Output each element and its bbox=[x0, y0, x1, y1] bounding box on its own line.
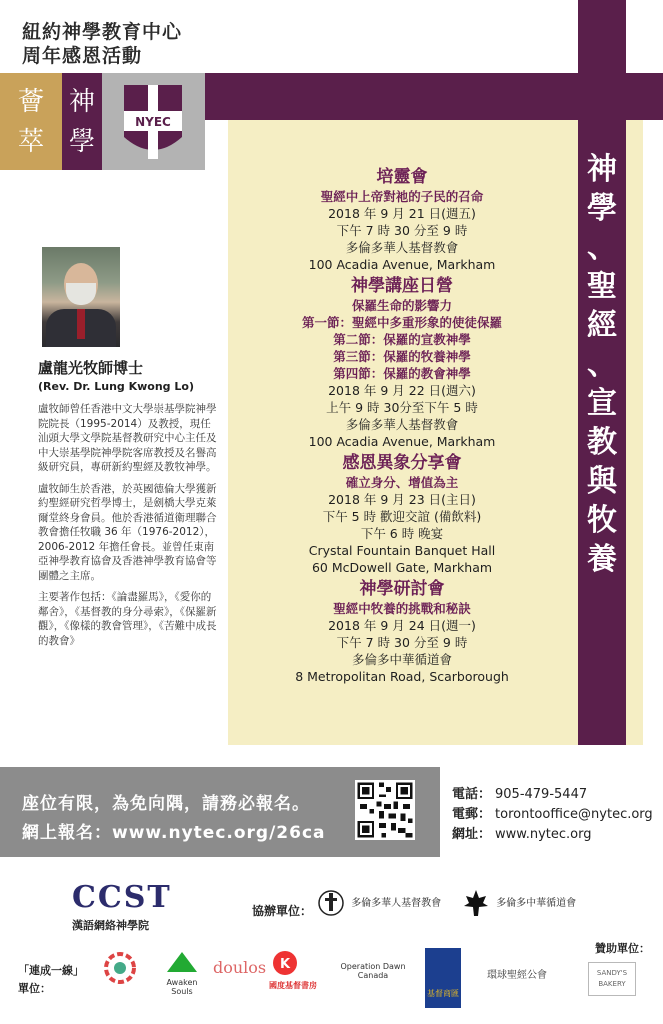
bio-paragraph: 盧牧師曾任香港中文大學崇基學院神學院院長（1995-2014）及教授，現任汕頭大學文學院基督教研究中心主任及中大崇基學院神學院客席教授及名譽高級研究員，專研新約聖經及教牧神學。 bbox=[38, 403, 217, 473]
kingdom-books-icon bbox=[263, 948, 323, 978]
org-title-line1: 紐約神學教育中心 bbox=[22, 21, 183, 43]
slogan-char: 神 bbox=[587, 152, 617, 187]
event-detail: 2018 年 9 月 22 日(週六) bbox=[328, 383, 476, 398]
partner-logos bbox=[95, 948, 585, 1008]
slogan-char: 聖 bbox=[587, 269, 617, 304]
contact-row bbox=[452, 785, 653, 805]
event-subtitle: 確立身分、增值為主 bbox=[345, 475, 459, 490]
event-subtitle: 第二節：保羅的宣教神學 bbox=[333, 332, 471, 347]
contact-label: 電郵： bbox=[452, 807, 492, 822]
co-organizer bbox=[463, 888, 576, 918]
contact-info bbox=[452, 785, 653, 845]
event-detail: Crystal Fountain Banquet Hall bbox=[308, 543, 496, 558]
bio-paragraph: 主要著作包括：《論盡羅馬》，《愛你的鄰舍》，《基督教的身分尋索》，《保羅新觀》，《像樣的教會管理》，《苦難中成長的教會》 bbox=[38, 591, 217, 647]
event-subtitle: 保羅生命的影響力 bbox=[351, 298, 452, 313]
event-title: 培靈會 bbox=[376, 167, 428, 187]
event-subtitle: 聖經中牧養的挑戰和秘訣 bbox=[333, 601, 471, 616]
partner-logo bbox=[95, 948, 145, 990]
event-subtitle: 第一節：聖經中多重形象的使徒保羅 bbox=[301, 315, 502, 330]
contact-label: 電話： bbox=[452, 787, 492, 802]
event-detail: 下午 5 時 歡迎交誼 (備飲料) bbox=[322, 509, 482, 524]
maple-leaf-icon bbox=[463, 888, 489, 918]
speaker-bio bbox=[38, 402, 218, 655]
event-title: 神學講座日營 bbox=[351, 276, 453, 296]
org-title-line2: 周年感恩活動 bbox=[22, 45, 143, 67]
event-detail: 下午 7 時 30 分至 9 時 bbox=[336, 223, 468, 238]
event-title: 感恩異象分享會 bbox=[342, 453, 462, 473]
co-organizer-name: 多倫多中華循道會 bbox=[496, 898, 577, 909]
event-detail: 多倫多華人基督教會 bbox=[345, 240, 459, 255]
slogan-char: 經 bbox=[587, 308, 617, 343]
event-title: 神學研討會 bbox=[359, 579, 445, 599]
event-detail: 下午 6 時 晚宴 bbox=[360, 526, 444, 541]
ccst-logo bbox=[72, 880, 182, 933]
slogan-char: 、 bbox=[587, 347, 617, 382]
contact-value: 905-479-5447 bbox=[495, 787, 588, 802]
slogan-char: 學 bbox=[587, 191, 617, 226]
nytec-badge-text: NYEC bbox=[135, 115, 171, 129]
speaker-name-en: (Rev. Dr. Lung Kwong Lo) bbox=[38, 380, 194, 393]
event-detail: 8 Metropolitan Road, Scarborough bbox=[295, 669, 509, 684]
ccst-name: 漢語網絡神學院 bbox=[72, 919, 149, 932]
partner-logo: doulos bbox=[213, 958, 267, 977]
vertical-slogan bbox=[578, 150, 626, 579]
event-detail: 100 Acadia Avenue, Markham bbox=[308, 434, 496, 449]
slogan-char: 宣 bbox=[587, 386, 617, 421]
event-detail: 下午 7 時 30 分至 9 時 bbox=[336, 635, 468, 650]
event-detail: 2018 年 9 月 23 日(主日) bbox=[328, 492, 476, 507]
svg-text:K: K bbox=[279, 957, 291, 972]
bio-paragraph: 盧牧師生於香港，於英國德倫大學獲新約聖經研究哲學博士，是劍橋大學克萊爾堂終身會員。他於香港循道衛理聯合教會擔任牧職 36 年（1976-2012），2006-2012 年擔任會長。並曾任東南亞神學教育協會及香港神學教育協會等團體之主席。 bbox=[38, 482, 217, 582]
slogan-char: 養 bbox=[587, 542, 617, 577]
partner-logo: 基督商匯 bbox=[425, 948, 461, 1008]
event-logo bbox=[0, 73, 205, 170]
slogan-char: 牧 bbox=[587, 503, 617, 538]
registration-url[interactable]: 網上報名：www.nytec.org/26ca bbox=[22, 823, 326, 843]
event-block bbox=[232, 275, 572, 450]
co-organizer-label: 協辦單位： bbox=[252, 904, 313, 918]
contact-row bbox=[452, 825, 653, 845]
org-title bbox=[22, 20, 182, 68]
awaken-souls-icon bbox=[157, 948, 207, 976]
logo-purple-panel bbox=[62, 73, 102, 170]
sponsor-logo: SANDY'S BAKERY bbox=[588, 962, 636, 996]
logo-char: 薈 bbox=[17, 87, 44, 117]
co-organizer-name: 多倫多華人基督教會 bbox=[351, 898, 442, 909]
partner-logo: Operation Dawn Canada bbox=[340, 962, 406, 980]
event-block bbox=[232, 578, 572, 685]
events-list bbox=[232, 166, 572, 687]
event-detail: 上午 9 時 30分至下午 5 時 bbox=[326, 400, 478, 415]
partner-label: 「連成一線」 單位： bbox=[18, 964, 84, 995]
contact-row bbox=[452, 805, 653, 825]
event-detail: 100 Acadia Avenue, Markham bbox=[308, 257, 496, 272]
contact-value[interactable]: torontooffice@nytec.org bbox=[495, 807, 653, 822]
event-subtitle: 第四節：保羅的教會神學 bbox=[333, 366, 471, 381]
event-detail: 多倫多華人基督教會 bbox=[345, 417, 459, 432]
nytec-cross-icon bbox=[120, 81, 186, 163]
event-detail: 2018 年 9 月 24 日(週一) bbox=[328, 618, 476, 633]
co-organizer bbox=[318, 888, 441, 918]
logo-char: 學 bbox=[68, 127, 95, 157]
partner-logo: 環球聖經公會 bbox=[487, 970, 547, 981]
event-detail: 2018 年 9 月 21 日(週五) bbox=[328, 206, 476, 221]
event-detail: 多倫多中華循道會 bbox=[351, 652, 452, 667]
slogan-char: 與 bbox=[587, 464, 617, 499]
nytec-badge bbox=[102, 73, 205, 170]
registration-notice: 座位有限，為免向隅，請務必報名。 bbox=[22, 794, 310, 814]
slogan-char: 教 bbox=[587, 425, 617, 460]
speaker-photo bbox=[42, 247, 120, 347]
logo-char: 萃 bbox=[17, 127, 44, 157]
partner-circle-icon bbox=[95, 948, 145, 988]
logo-gold-panel bbox=[0, 73, 62, 170]
speaker-name: 盧龍光牧師博士 bbox=[38, 359, 144, 377]
event-subtitle: 第三節：保羅的牧養神學 bbox=[333, 349, 471, 364]
partner-logo: Awaken Souls bbox=[157, 948, 207, 996]
event-block bbox=[232, 452, 572, 576]
contact-value[interactable]: www.nytec.org bbox=[495, 827, 592, 842]
partner-logo: K 國度基督書房 bbox=[263, 948, 323, 991]
event-block bbox=[232, 166, 572, 273]
slogan-char: 、 bbox=[587, 230, 617, 265]
logo-char: 神 bbox=[68, 87, 95, 117]
church-icon bbox=[318, 888, 344, 918]
event-subtitle: 聖經中上帝對祂的子民的召命 bbox=[320, 189, 484, 204]
sponsor-label: 贊助單位： bbox=[595, 942, 650, 955]
qr-code-icon[interactable] bbox=[355, 780, 415, 840]
contact-label: 網址： bbox=[452, 827, 492, 842]
ccst-mark: CCST bbox=[72, 880, 172, 915]
event-detail: 60 McDowell Gate, Markham bbox=[311, 560, 493, 575]
